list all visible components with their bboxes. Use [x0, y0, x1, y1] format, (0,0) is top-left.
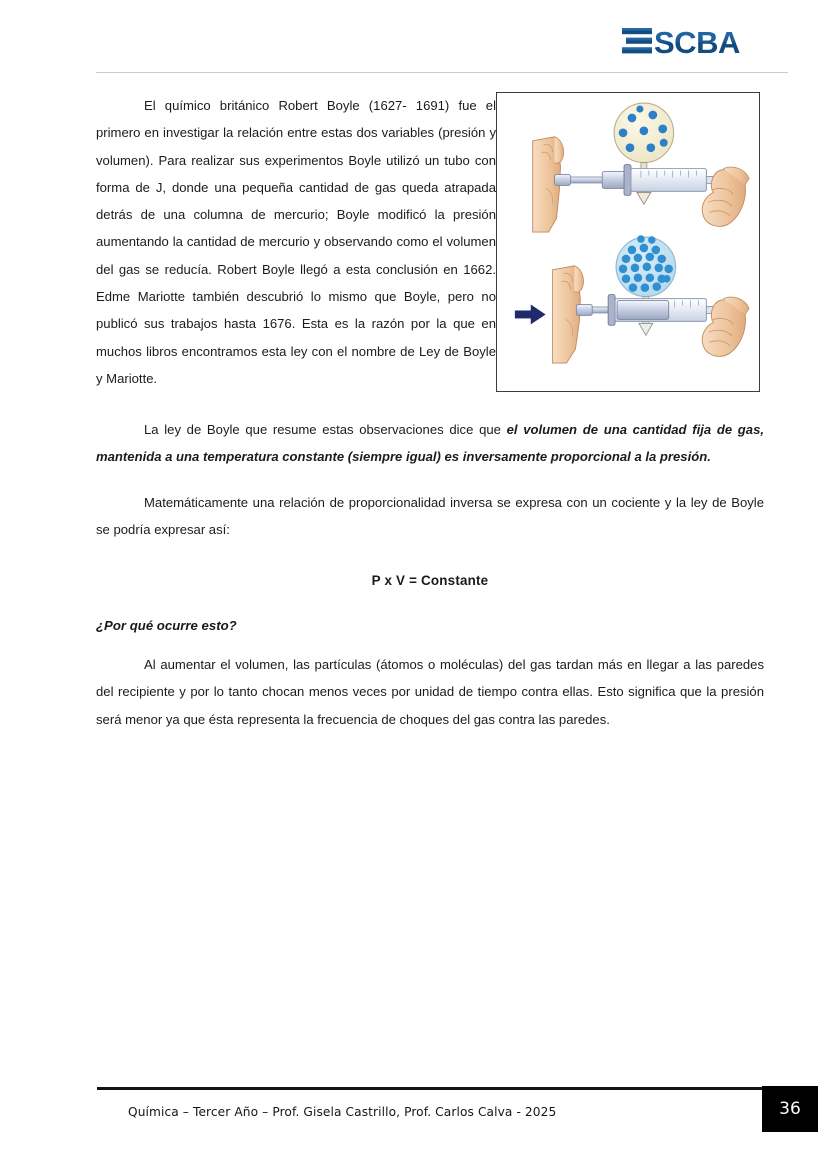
paragraph-2-emphasis-text: el volumen de una cantidad fija de gas, mantenida a una temperatura constante (siempre igual) es inversamente proporcional a la presión.: [96, 422, 764, 465]
document-content: [96, 92, 764, 733]
page-number-badge: 36: [762, 1086, 818, 1132]
paragraph-4-text: Al aumentar el volumen, las partículas (átomos o moléculas) del gas tardan más en llegar a las paredes del recipiente y por lo tanto chocan menos veces por unidad de tiempo contra ellas. Esto significa que la presión será menor ya que ésta representa la frecuencia de choques del gas contra las paredes.: [96, 657, 764, 727]
figure-wrap: [496, 92, 764, 392]
footer-course-info: Química – Tercer Año – Prof. Gisela Castrillo, Prof. Carlos Calva - 2025: [128, 1105, 557, 1119]
escba-logo-icon: [622, 24, 790, 58]
svg-text:SCBA: SCBA: [654, 25, 740, 58]
hand-right-bottom: [702, 297, 749, 356]
boyle-law-syringe-illustration: [496, 92, 760, 392]
paragraph-1-text: El químico británico Robert Boyle (1627- 1691) fue el primero en investigar la relación entre estas dos variables (presión y volumen). Para realizar sus experimentos Boyle utilizó un tubo con forma de J, donde una pequeña cantidad de gas queda atrapada detrás de una columna de mercurio; Boyle modificó la presión aumentando la cantidad de mercurio y observando como el volumen del gas se reducía. Robert Boyle llegó a esta conclusión en 1662. Edme Mariotte también descubrió lo mismo que Boyle, pero no publicó sus trabajos hasta 1676. Esta es la razón por la que en muchos libros encontramos esta ley con el nombre de Ley de Boyle y Mariotte.: [96, 98, 496, 386]
paragraph-3-text: Matemáticamente una relación de proporcionalidad inversa se expresa con un cociente y la ley de Boyle se podría expresar así:: [96, 494, 764, 537]
syringe-top: [555, 165, 721, 196]
paragraph-math-relation: [96, 489, 764, 544]
push-arrow-icon: [515, 305, 546, 325]
formula-boyle-law: P x V = Constante: [371, 573, 489, 589]
footer-divider: [97, 1087, 787, 1090]
panel-gas-comprimido: [515, 235, 749, 363]
page-header: [0, 0, 828, 82]
paragraph-boyle-law-statement: [96, 416, 764, 471]
heading-why-question: ¿Por qué ocurre esto?: [96, 618, 237, 634]
paragraph-2-lead-text: La ley de Boyle que resume estas observaciones dice que: [144, 422, 507, 437]
syringe-bottom: [576, 295, 720, 326]
paragraph-explanation: [96, 651, 764, 733]
header-divider: [96, 72, 788, 73]
brand-logo: [622, 23, 790, 59]
hand-right-top: [702, 167, 749, 226]
page-footer: [0, 1083, 828, 1171]
syringe-diagram-svg: [497, 93, 759, 391]
panel-gas-expandido: [533, 103, 749, 232]
